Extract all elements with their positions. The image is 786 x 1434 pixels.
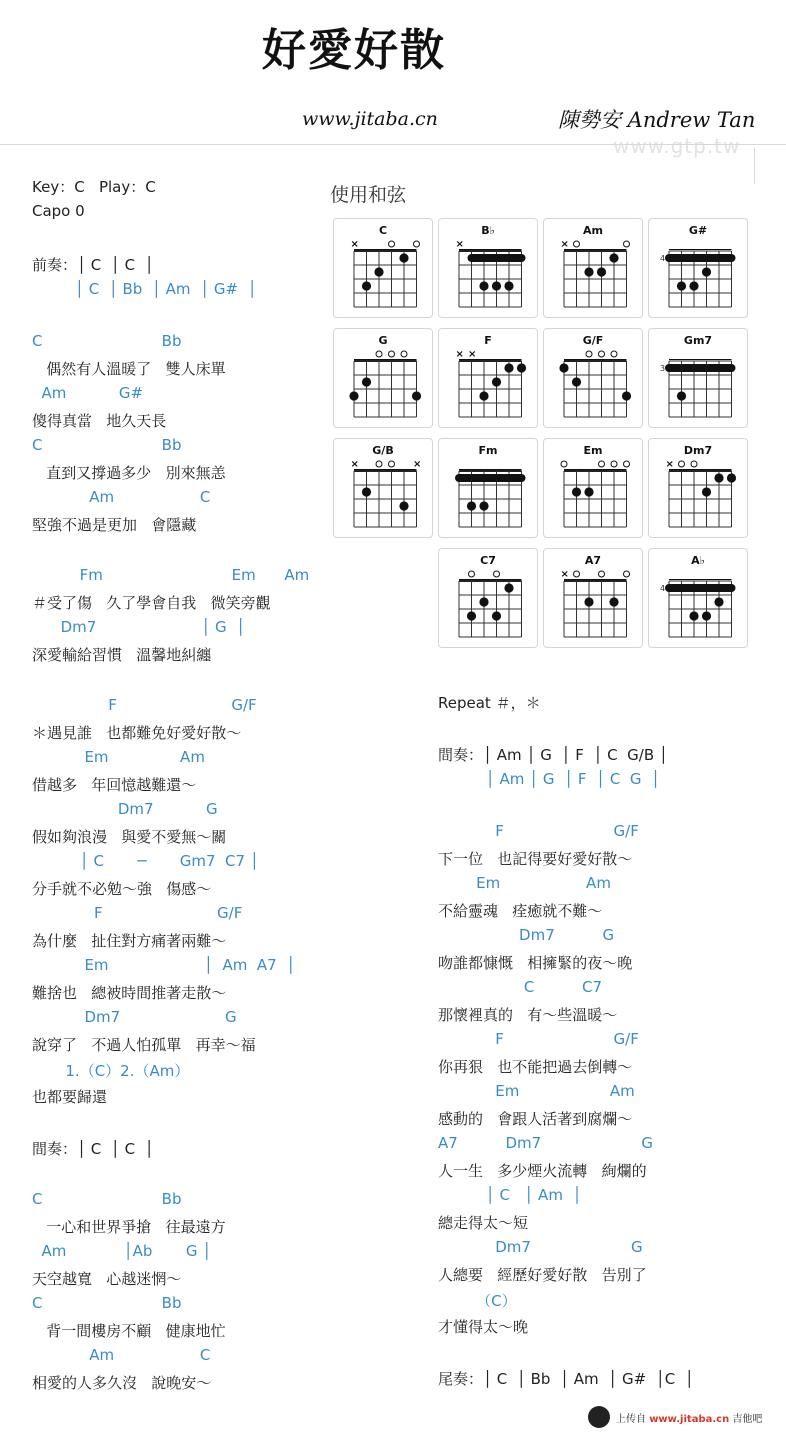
- chord-line: C Bb: [32, 1294, 182, 1312]
- lyric-line: 偶然有人溫暖了 雙人床單: [32, 360, 226, 378]
- lyric-line: 相愛的人多久沒 說晚安～: [32, 1374, 212, 1392]
- chord-line: A7 Dm7 G: [438, 1134, 653, 1152]
- chord-line: C Bb: [32, 436, 182, 454]
- lyric-line: 分手就不必勉～強 傷感～: [32, 880, 212, 898]
- chord-box: [438, 548, 538, 648]
- svg-text:×: ×: [560, 239, 569, 250]
- chords-heading: 使用和弦: [330, 184, 407, 206]
- chord-line: （C）: [438, 1292, 517, 1310]
- lyric-line: 假如夠浪漫 與愛不愛無～關: [32, 828, 227, 846]
- chord-box: [648, 328, 748, 428]
- chord-box: [333, 438, 433, 538]
- corner-divider: [754, 148, 755, 184]
- chord-line: 1.（C）2.（Am）: [32, 1062, 190, 1080]
- lyric-line: 總走得太～短: [438, 1214, 529, 1232]
- lyric-line: 背一間樓房不顧 健康地忙: [32, 1322, 226, 1340]
- chord-fretboard: [649, 329, 747, 427]
- chord-box: [648, 438, 748, 538]
- chord-line: C Bb: [32, 332, 182, 350]
- svg-text:4: 4: [660, 584, 666, 593]
- svg-text:×: ×: [468, 349, 477, 360]
- chord-box: [543, 328, 643, 428]
- svg-text:×: ×: [665, 459, 674, 470]
- chord-name: C7: [480, 554, 496, 567]
- chord-name: A♭: [691, 554, 705, 567]
- chord-line: │ Am │ G │ F │ C G │: [438, 770, 661, 788]
- lyric-line: 人一生 多少煙火流轉 絢爛的: [438, 1162, 647, 1180]
- chord-line: Dm7 │ G │: [32, 618, 246, 636]
- chord-box: [438, 328, 538, 428]
- svg-text:×: ×: [350, 239, 359, 250]
- footer-prefix: 上传自: [616, 1414, 646, 1425]
- chord-line: Em Am: [438, 1082, 635, 1100]
- lyric-line: 借越多 年回憶越難還～: [32, 776, 197, 794]
- chord-box: [333, 218, 433, 318]
- lyric-line: 直到又撐過多少 別來無恙: [32, 464, 226, 482]
- chord-fretboard: [439, 439, 537, 537]
- lyric-line: 那懷裡真的 有～些溫暖～: [438, 1006, 618, 1024]
- chord-line: │ C ─ Gm7 C7 │: [32, 852, 259, 870]
- chord-box: [333, 328, 433, 428]
- chord-line: │ C │ Am │: [438, 1186, 582, 1204]
- chord-fretboard: [334, 439, 432, 537]
- chord-line: C C7: [438, 978, 602, 996]
- svg-text:3: 3: [660, 364, 666, 373]
- chord-line: Dm7 G: [438, 1238, 643, 1256]
- chord-box: [438, 218, 538, 318]
- lyric-line: 難捨也 總被時間推著走散～: [32, 984, 227, 1002]
- site-url: www.jitaba.cn: [302, 108, 438, 130]
- chord-name: G/B: [372, 444, 394, 457]
- lyric-line: 也都要歸還: [32, 1088, 108, 1106]
- chord-line: Am C: [32, 1346, 211, 1364]
- lyric-line: 感動的 會跟人活著到腐爛～: [438, 1110, 633, 1128]
- chord-fretboard: [544, 329, 642, 427]
- lyric-line: 你再狠 也不能把過去倒轉～: [438, 1058, 633, 1076]
- footer-credit: [616, 1410, 762, 1425]
- svg-text:×: ×: [455, 239, 464, 250]
- chord-fretboard: [544, 549, 642, 647]
- guitar-logo-icon: [588, 1406, 610, 1428]
- lyric-line: 不給靈魂 痊癒就不難～: [438, 902, 603, 920]
- chord-name: G/F: [582, 334, 604, 347]
- chord-line: Em │ Am A7 │: [32, 956, 296, 974]
- lyric-line: 堅強不過是更加 會隱藏: [32, 516, 197, 534]
- chord-line: F G/F: [32, 696, 257, 714]
- footer-url: www.jitaba.cn: [649, 1414, 730, 1425]
- chord-name: B♭: [481, 224, 495, 237]
- chord-line: F G/F: [438, 1030, 639, 1048]
- chord-line: Fm Em Am: [32, 566, 310, 584]
- lyric-line: 人總要 經歷好愛好散 告別了: [438, 1266, 647, 1284]
- lyric-line: Key：C Play：C: [32, 178, 156, 196]
- chord-line: F G/F: [438, 822, 639, 840]
- svg-text:4: 4: [660, 254, 666, 263]
- chord-line: Dm7 G: [32, 800, 218, 818]
- chord-line: Am C: [32, 488, 211, 506]
- chord-fretboard: [649, 219, 747, 317]
- chord-line: Em Am: [438, 874, 611, 892]
- lyric-line: 一心和世界爭搶 往最遠方: [32, 1218, 226, 1236]
- lyric-line: Repeat ＃，＊: [438, 694, 541, 712]
- header-divider: [0, 144, 786, 145]
- chord-line: Em Am: [32, 748, 205, 766]
- chord-line: Am G#: [32, 384, 144, 402]
- chord-fretboard: [649, 439, 747, 537]
- chord-box: [438, 438, 538, 538]
- chord-fretboard: [544, 439, 642, 537]
- song-title: 好愛好散: [262, 25, 446, 76]
- chord-box: [543, 438, 643, 538]
- chord-line: F G/F: [32, 904, 243, 922]
- chord-fretboard: [649, 549, 747, 647]
- chord-fretboard: [334, 219, 432, 317]
- chord-line: Dm7 G: [438, 926, 615, 944]
- chord-name: G#: [688, 224, 708, 237]
- lyric-line: 才懂得太～晚: [438, 1318, 529, 1336]
- lyric-line: 間奏：│ Am │ G │ F │ C G/B │: [438, 746, 668, 764]
- chord-name: Gm7: [683, 334, 713, 347]
- lyric-line: 尾奏：│ C │ Bb │ Am │ G# │C │: [438, 1370, 694, 1388]
- lyric-line: 前奏：│ C │ C │: [32, 256, 154, 274]
- lyric-line: 下一位 也記得要好愛好散～: [438, 850, 633, 868]
- svg-text:×: ×: [560, 569, 569, 580]
- lyric-line: 說穿了 不過人怕孤單 再幸～福: [32, 1036, 256, 1054]
- lyric-line: 吻誰都慷慨 相擁緊的夜～晚: [438, 954, 633, 972]
- footer-suffix: 吉他吧: [732, 1414, 763, 1425]
- chord-name: Em: [583, 444, 603, 457]
- svg-text:×: ×: [350, 459, 359, 470]
- chord-name: C: [378, 224, 388, 237]
- chord-line: Am │Ab G │: [32, 1242, 212, 1260]
- lyric-line: 天空越寬 心越迷惘～: [32, 1270, 182, 1288]
- lyric-line: ＃受了傷 久了學會自我 微笑旁觀: [32, 594, 271, 612]
- lyric-line: 間奏：│ C │ C │: [32, 1140, 154, 1158]
- lyric-line: 深愛輸給習慣 溫馨地糾纏: [32, 646, 212, 664]
- watermark: www.gtp.tw: [613, 134, 741, 158]
- lyric-line: ＊遇見誰 也都難免好愛好散～: [32, 724, 242, 742]
- chord-line: C Bb: [32, 1190, 182, 1208]
- chord-line: │ C │ Bb │ Am │ G# │: [32, 280, 257, 298]
- chord-name: Dm7: [683, 444, 713, 457]
- chord-box: [543, 548, 643, 648]
- svg-text:×: ×: [455, 349, 464, 360]
- chord-name: Fm: [478, 444, 498, 457]
- chord-line: Dm7 G: [32, 1008, 237, 1026]
- chord-name: A7: [584, 554, 602, 567]
- chord-box: [648, 218, 748, 318]
- artist-name: 陳勢安 Andrew Tan: [558, 108, 756, 132]
- chord-name: Am: [583, 224, 603, 237]
- lyric-line: 為什麼 扯住對方痛著兩難～: [32, 932, 227, 950]
- chord-box: [648, 548, 748, 648]
- lyric-line: 傻得真當 地久天長: [32, 412, 167, 430]
- chord-box: [543, 218, 643, 318]
- lyric-line: Capo 0: [32, 202, 85, 220]
- svg-text:×: ×: [413, 459, 422, 470]
- chord-fretboard: [439, 329, 537, 427]
- chord-name: G: [378, 334, 388, 347]
- chord-fretboard: [439, 219, 537, 317]
- chord-fretboard: [544, 219, 642, 317]
- chord-fretboard: [439, 549, 537, 647]
- chord-fretboard: [334, 329, 432, 427]
- chord-name: F: [484, 334, 492, 347]
